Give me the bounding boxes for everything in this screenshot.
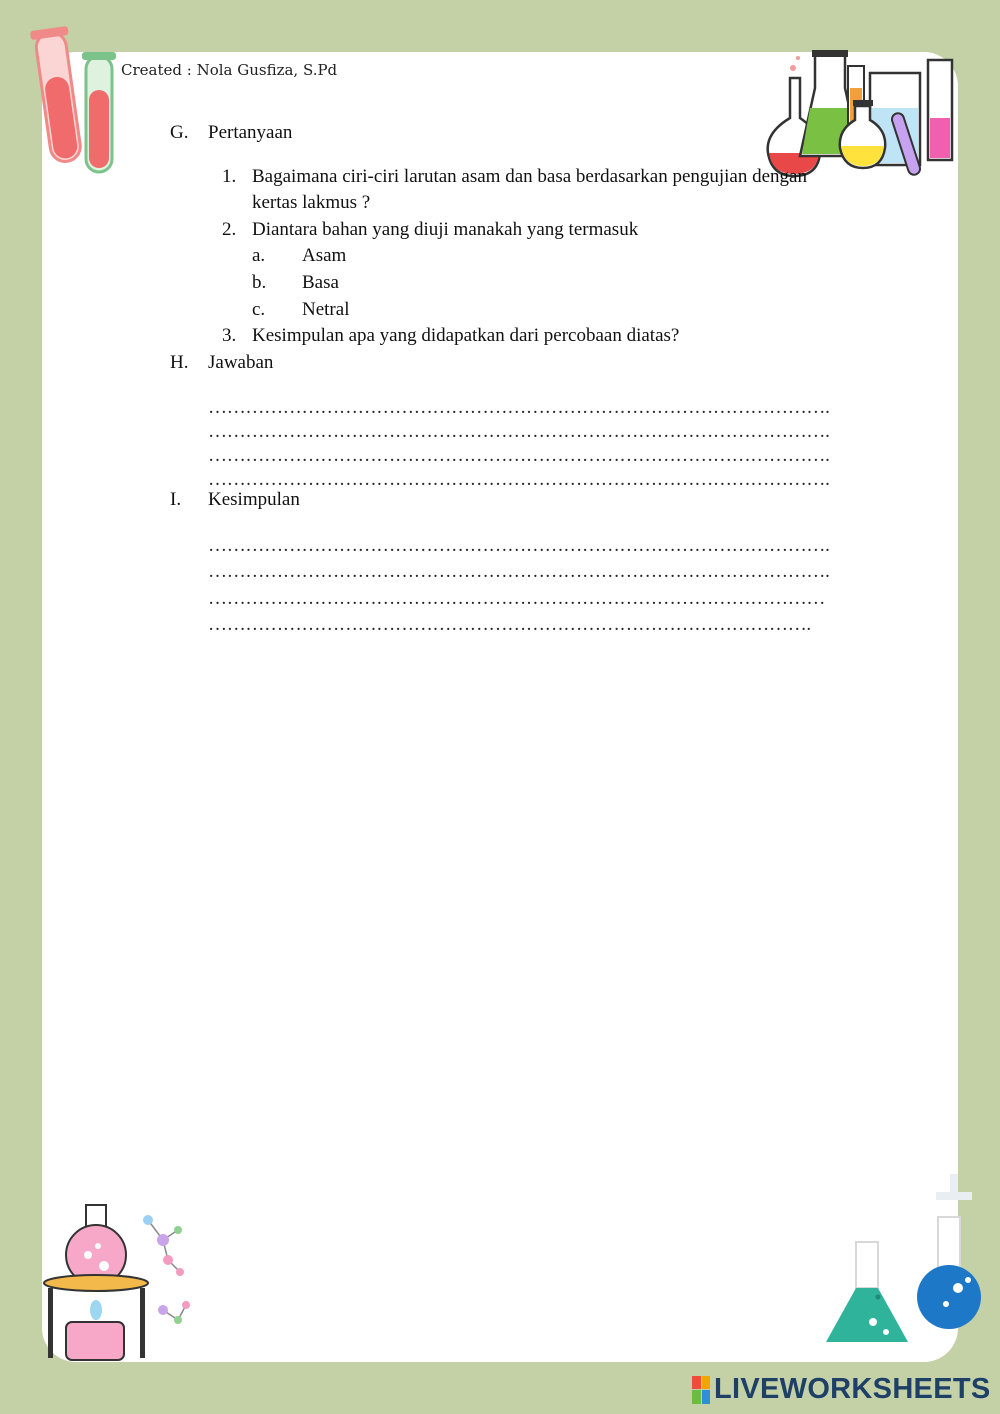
option-text: Asam	[302, 245, 347, 266]
option-c	[252, 299, 349, 321]
liveworksheets-brand[interactable]	[692, 1373, 991, 1406]
conclusion-line[interactable]: ……………………………………………………………………………………….	[208, 561, 830, 582]
creator-credit: Created : Nola Gusfiza, S.Pd	[121, 61, 338, 79]
question-1	[222, 166, 807, 188]
option-a	[252, 245, 346, 267]
lab-glassware-icon	[760, 48, 960, 183]
bunsen-burner-flask-icon	[38, 1200, 198, 1365]
section-title: Jawaban	[208, 352, 274, 373]
option-text: Netral	[302, 299, 350, 320]
section-title: Pertanyaan	[208, 122, 293, 143]
test-tubes-icon	[18, 22, 128, 177]
liveworksheets-logo-icon	[692, 1376, 710, 1404]
section-marker: H.	[170, 352, 189, 373]
question-text: Diantara bahan yang diuji manakah yang termasuk	[252, 219, 639, 240]
question-text: Bagaimana ciri-ciri larutan asam dan basa berdasarkan pengujian dengan	[252, 166, 807, 187]
conclusion-line[interactable]: ……………………………………………………………………………………….	[208, 535, 830, 556]
question-number: 3.	[222, 325, 237, 346]
question-3	[222, 325, 679, 347]
answer-line[interactable]: ……………………………………………………………………………………….	[208, 421, 830, 442]
option-b	[252, 272, 339, 294]
question-number: 2.	[222, 219, 237, 240]
answer-line[interactable]: ……………………………………………………………………………………….	[208, 445, 830, 466]
option-text: Basa	[302, 272, 339, 293]
conclusion-line[interactable]: ………………………………………………………………………………………	[208, 588, 826, 609]
question-1-continuation: kertas lakmus ?	[252, 192, 371, 213]
option-letter: b.	[252, 272, 267, 293]
brand-name: LIVEWORKSHEETS	[714, 1373, 991, 1405]
section-h-heading	[170, 352, 273, 374]
option-letter: a.	[252, 245, 266, 266]
section-title: Kesimpulan	[208, 489, 300, 510]
answer-line[interactable]: ……………………………………………………………………………………….	[208, 469, 830, 490]
chemistry-flasks-icon	[818, 1172, 998, 1357]
conclusion-line[interactable]: …………………………………………………………………………………….	[208, 614, 811, 635]
section-i-heading	[170, 489, 300, 511]
section-marker: G.	[170, 122, 189, 143]
question-text: Kesimpulan apa yang didapatkan dari percobaan diatas?	[252, 325, 680, 346]
worksheet-page	[42, 52, 958, 1362]
question-2	[222, 219, 638, 241]
answer-line[interactable]: ……………………………………………………………………………………….	[208, 397, 830, 418]
option-letter: c.	[252, 299, 266, 320]
section-marker: I.	[170, 489, 182, 510]
section-g-heading	[170, 122, 292, 144]
question-number: 1.	[222, 166, 237, 187]
